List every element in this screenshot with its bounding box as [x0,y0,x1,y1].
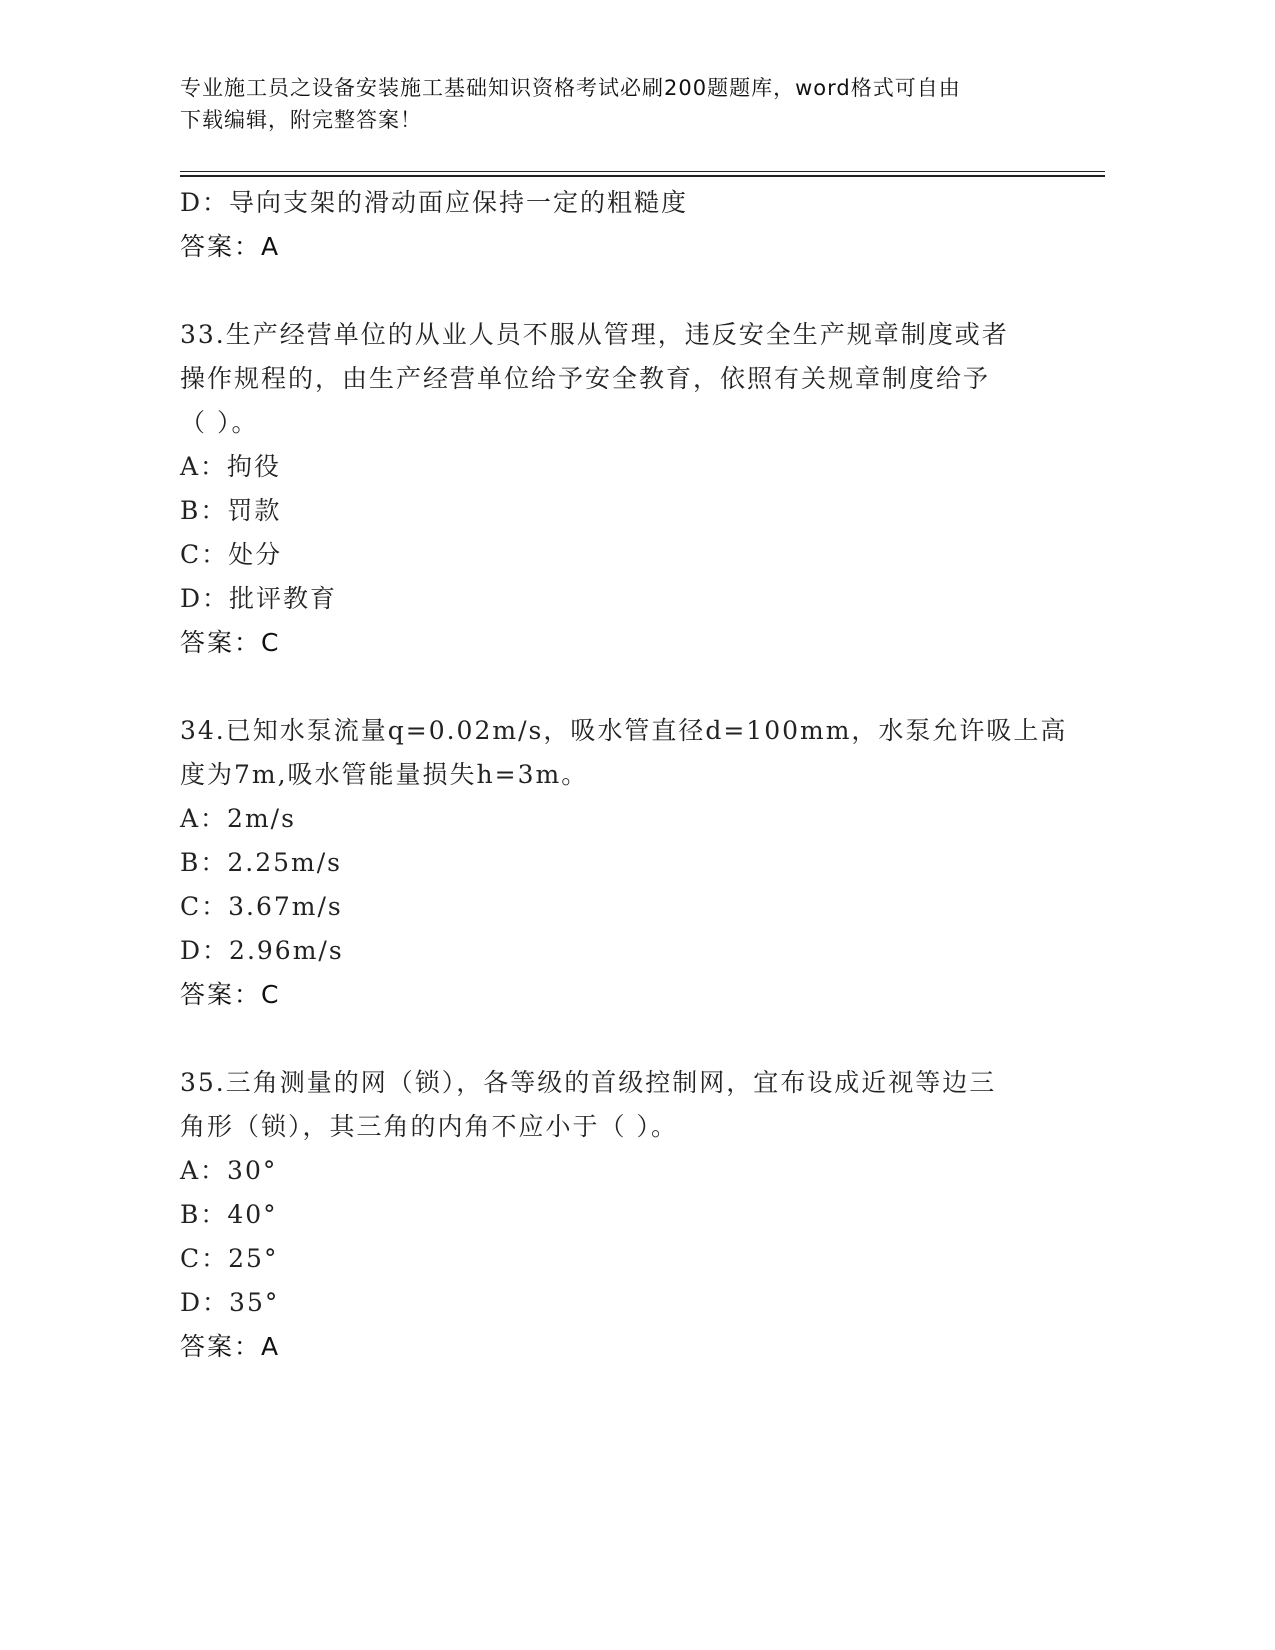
option-d: D：导向支架的滑动面应保持一定的粗糙度 [180,188,689,217]
question-stem-line: 度为7m,吸水管能量损失h=3m。 [180,760,589,789]
document-header [180,72,1060,136]
answer-line: 答案：A [180,1332,281,1361]
option-b: B：罚款 [180,496,282,525]
question-stem-line: 35.三角测量的网（锁），各等级的首级控制网，宜布设成近视等边三 [180,1068,997,1097]
option-a: A：拘役 [180,452,282,481]
option-b: B：40° [180,1200,278,1229]
header-line-2: 下载编辑，附完整答案！ [180,108,422,132]
option-c: C：处分 [180,540,283,569]
option-a: A：30° [180,1156,278,1185]
question-list [180,181,1068,1369]
question-35 [180,1061,1060,1369]
answer-line: 答案：C [180,980,281,1009]
option-a: A：2m/s [180,804,296,833]
option-d: D：35° [180,1288,280,1317]
option-d: D：2.96m/s [180,936,344,965]
header-divider-thin [180,171,1105,172]
question-34 [180,709,1068,1017]
option-b: B：2.25m/s [180,848,342,877]
option-d: D：批评教育 [180,584,338,613]
question-stem-line: 34.已知水泵流量q=0.02m/s，吸水管直径d=100mm，水泵允许吸上高 [180,716,1068,745]
answer-line: 答案：A [180,232,281,261]
question-stem-line: 操作规程的，由生产经营单位给予安全教育，依照有关规章制度给予 [180,364,991,393]
question-33 [180,313,1060,665]
question-stem-line: （ ）。 [180,408,259,437]
question-stem-line: 角形（锁），其三角的内角不应小于（ ）。 [180,1112,678,1141]
option-c: C：3.67m/s [180,892,343,921]
header-divider-thick [180,175,1105,177]
answer-line: 答案：C [180,628,281,657]
spacer [180,665,1060,709]
header-line-1: 专业施工员之设备安装施工基础知识资格考试必刷200题题库，word格式可自由 [180,76,961,100]
spacer [180,269,1060,313]
previous-question-tail [180,181,1060,269]
question-stem-line: 33.生产经营单位的从业人员不服从管理，违反安全生产规章制度或者 [180,320,1009,349]
spacer [180,1017,1060,1061]
option-c: C：25° [180,1244,279,1273]
